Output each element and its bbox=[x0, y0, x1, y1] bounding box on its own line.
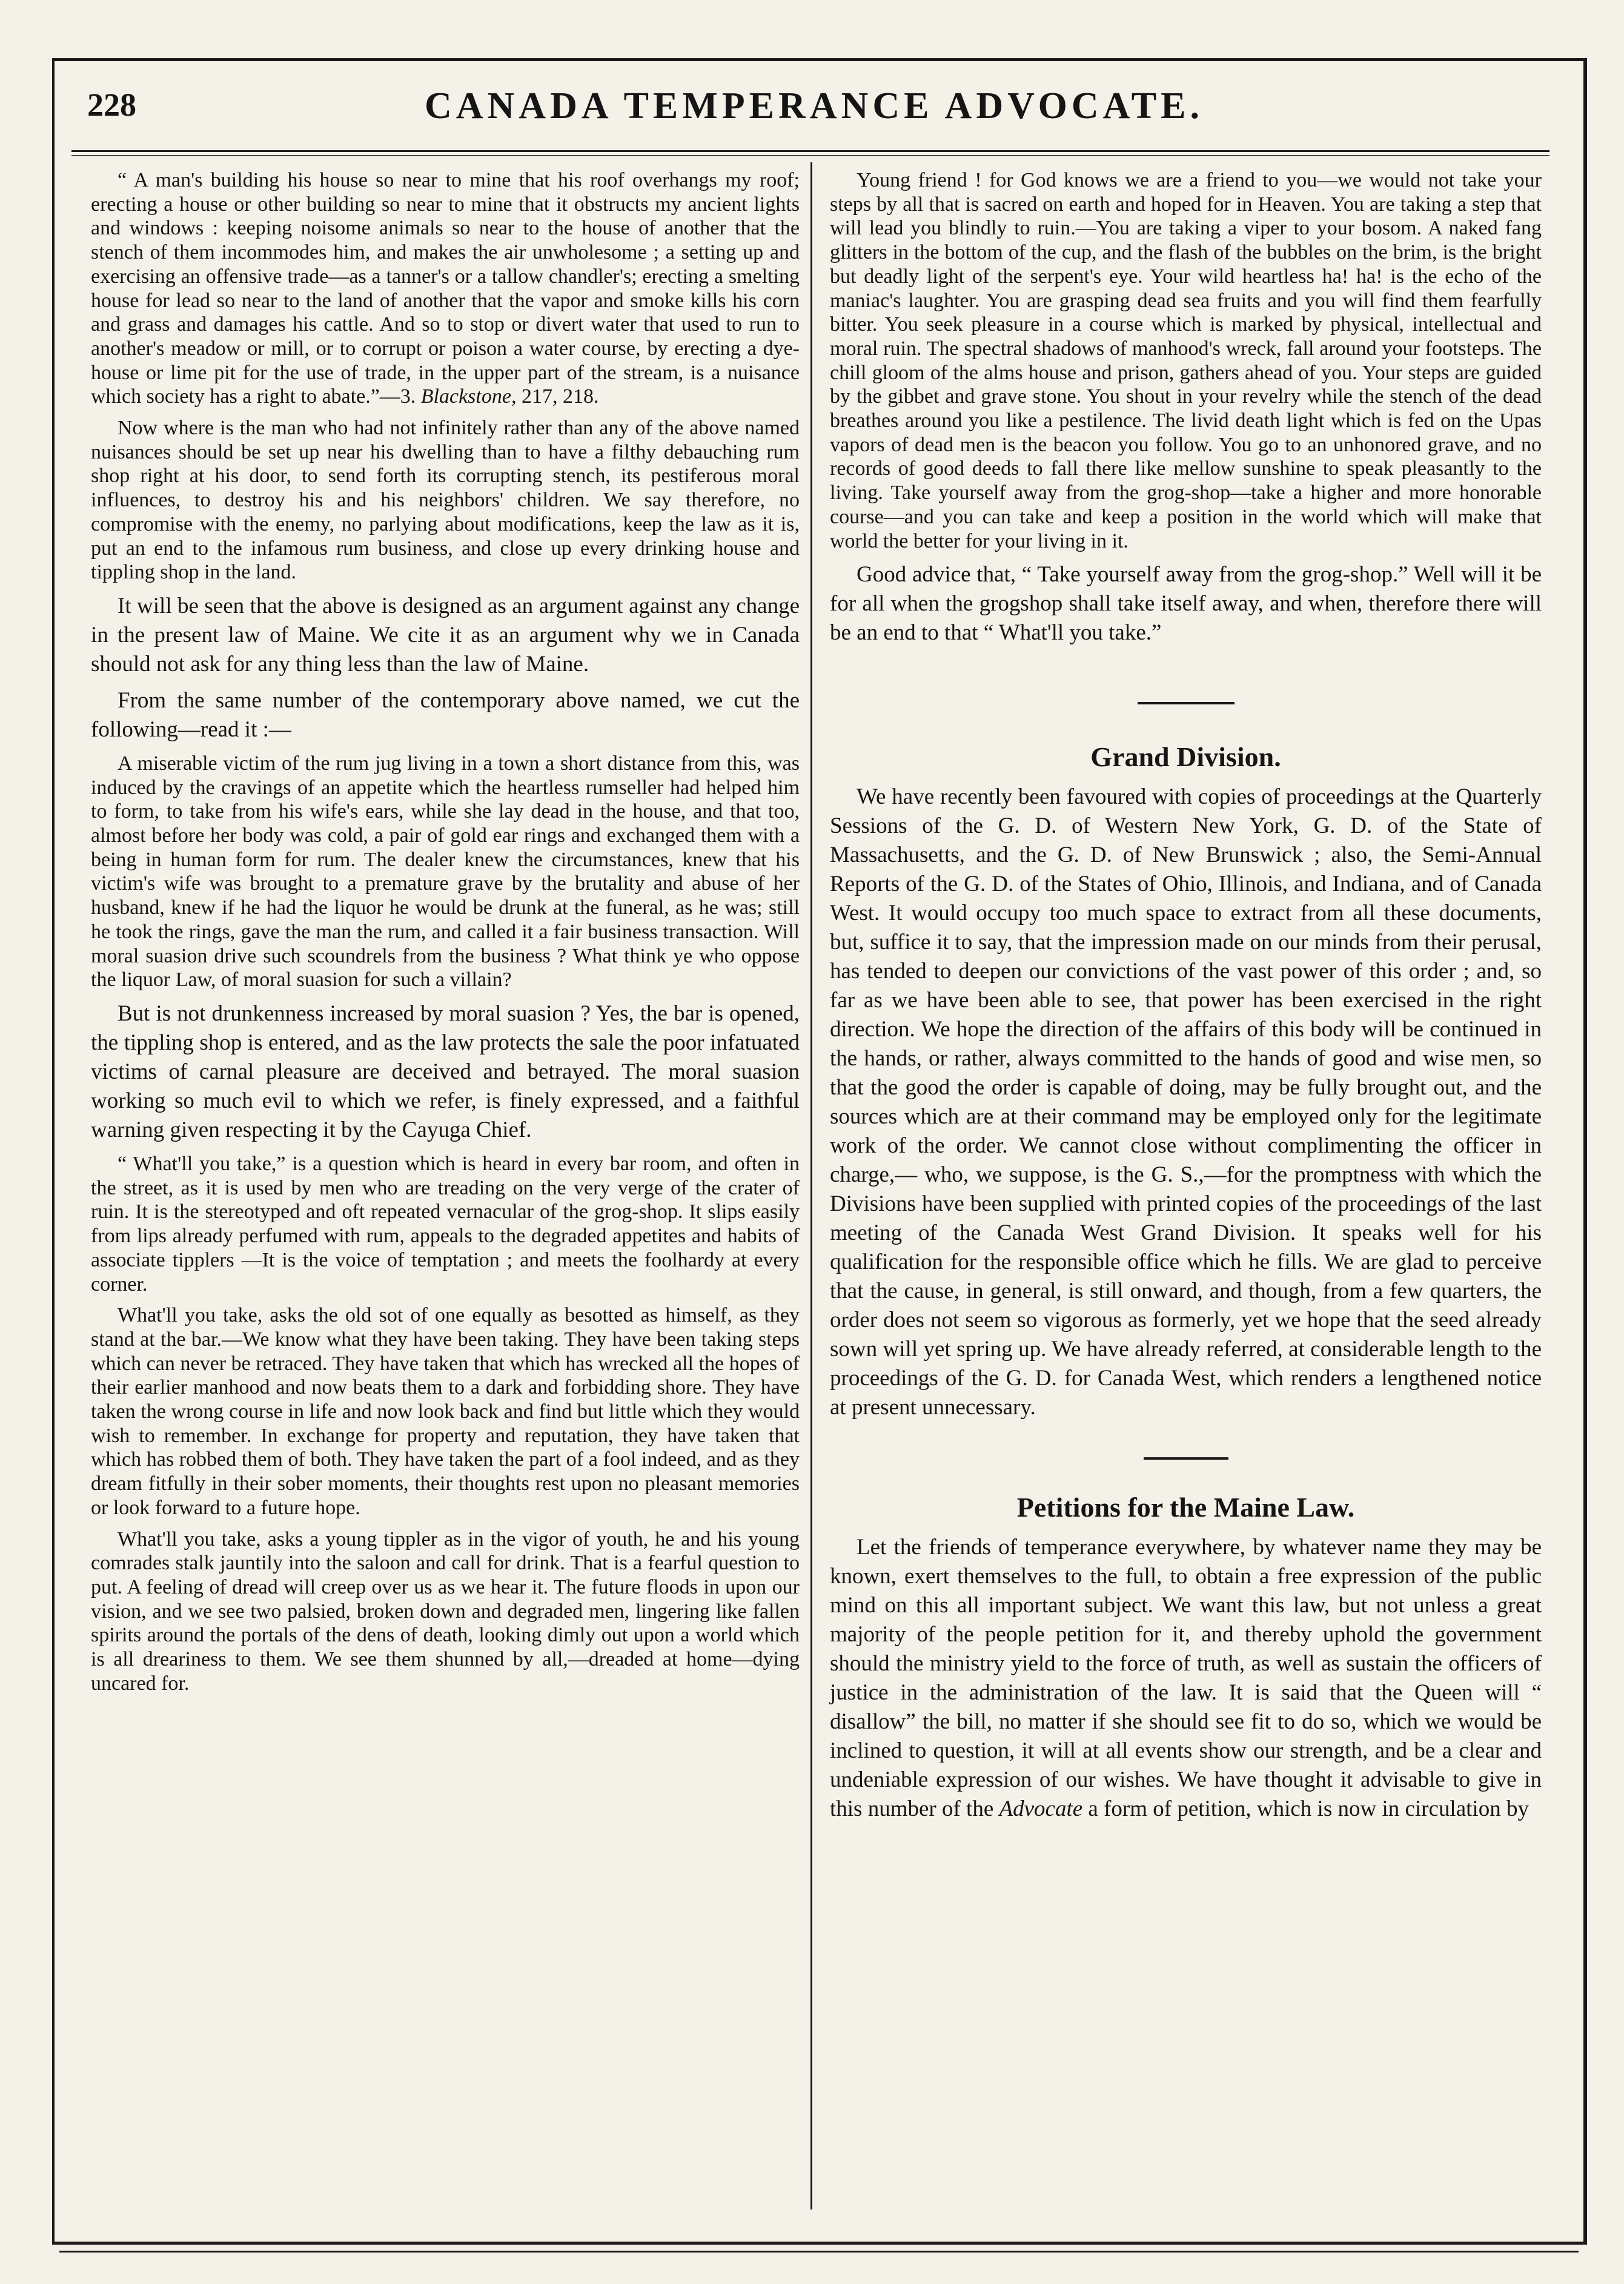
article-paragraph: Now where is the man who had not infinitely rather than any of the above named nuisances should be set up near his dwelling than to have a filthy debauching rum shop right at his door, to send forth its corrupting stench, its pestiferous moral influences, to destroy his and his neighbors' children. We say therefore, no compromise with the enemy, no parlying about modifications, keep the law as it is, put an end to the infamous rum business, and close up every drinking house and tippling shop in the land. bbox=[91, 417, 800, 584]
section-rule bbox=[1144, 1457, 1228, 1460]
article-paragraph: “ What'll you take,” is a question which is heard in every bar room, and often in the street, as it is used by men who are treading on the very verge of the crater of ruin. It is the stereotyped and oft repeated vernacular of the grog-shop. It slips easily from lips already perfumed with rum, appeals to the degraded appetites and habits of associate tipplers —It is the voice of temptation ; and meets the foolhardy at every corner. bbox=[91, 1152, 800, 1296]
quotation-text: “ A man's building his house so near to mine that his roof overhangs my roof; erecting a house or other building so near to mine that it obstructs my ancient lights and windows : keeping noisome animals so near to the house of another that the stench of them incommodes him, and makes the air unwholesome ; a setting up and exercising an offensive trade—as a tanner's or a tallow chandler's; erecting a smelting house for lead so near to the land of another that the vapor and smoke kills his corn and grass and damages his cattle. And so to stop or divert water that used to run to another's meadow or mill, or to corrupt or poison a water course, by erecting a dye-house or lime pit for the use of trade, in the upper part of the stream, is a nuisance which society has a right to abate.”—3. bbox=[91, 169, 800, 408]
citation-source: Blackstone, bbox=[420, 385, 517, 408]
article-paragraph: What'll you take, asks a young tippler as in the vigor of youth, he and his young comrades stalk jauntily into the saloon and call for drink. That is a fearful question to put. A feeling of dread will creep over us as we hear it. The future floods in upon our vision, and we see two palsied, broken down and degraded men, lingering like fallen spirits around the portals of the dens of death, looking dimly out upon a world which is all dreariness to them. We see them shunned by all,—dreaded at home—dying uncared for. bbox=[91, 1528, 800, 1695]
right-column bbox=[830, 168, 1542, 1831]
article-paragraph: A miserable victim of the rum jug living in a town a short distance from this, was induced by the cravings of an appetite which the heartless rumseller had helped him to form, to take from his wife's ears, while she lay dead in the house, and that too, almost before her body was cold, a pair of gold ear rings and exchanged them with a being in human form for rum. The dealer knew the circumstances, knew that his victim's wife was brought to a premature grave by the brutality and abuse of her husband, knew if he had the liquor he would be drunk at the funeral, as he was; still he took the rings, gave the man the rum, and called it a fair business transaction. Will moral suasion drive such scoundrels from the business ? What think ye who oppose the liquor Law, of moral suasion for such a villain? bbox=[91, 752, 800, 991]
left-column bbox=[91, 168, 800, 1703]
section-heading-grand-division: Grand Division. bbox=[1090, 741, 1281, 773]
header-rule bbox=[71, 150, 1549, 152]
section-rule bbox=[1138, 702, 1235, 704]
article-paragraph: But is not drunkenness increased by moral suasion ? Yes, the bar is opened, the tippling shop is entered, and as the law protects the sale the poor infatuated victims of carnal pleasure are deceived and betrayed. The moral suasion working so much evil to which we refer, is finely expressed, and a faithful warning given respecting it by the Cayuga Chief. bbox=[91, 1001, 800, 1142]
header-rule-thin bbox=[71, 155, 1549, 156]
article-paragraph: Young friend ! for God knows we are a friend to you—we would not take your steps by all that is sacred on earth and hoped for in Heaven. You are taking a step that will lead you blindly to ruin.—You are taking a viper to your bosom. A naked fang glitters in the bottom of the cup, and the flash of the bubbles on the brim, is the bright but deadly light of the serpent's eye. Your wild heartless ha! ha! is the echo of the maniac's laughter. You are grasping dead sea fruits and you will find them fearfully bitter. You seek pleasure in a course which is marked by physical, intellectual and moral ruin. The spectral shadows of manhood's wreck, fall around your footsteps. The chill gloom of the alms house and prison, gathers ahead of you. Your steps are guided by the gibbet and grave stone. You shout in your revelry while the stench of the dead breathes around you like a pestilence. The livid death light which is fed on the Upas vapors of dead men is the beacon you follow. You go to an unhonored grave, and no records of good deeds to fall there like mellow sunshine to speak pleasantly to the living. Take yourself away from the grog-shop—take a higher and more honorable course—and you can take and keep a position in the world which will make that world the better for your living in it. bbox=[830, 169, 1542, 552]
article-paragraph: What'll you take, asks the old sot of one equally as besotted as himself, as they stand at the bar.—We know what they have been taking. They have been taking steps which can never be retraced. They have taken that which has wrecked all the hopes of their earlier manhood and now beats them to a dark and forbidding shore. They have taken the wrong course in life and now look back and find but little which they would wish to remember. In exchange for property and reputation, they have taken that which has robbed them of both. They have taken the part of a fool indeed, and as they dream fitfully in their sober moments, their thoughts rest upon no pleasant memories or look forward to a future hope. bbox=[91, 1304, 800, 1519]
article-paragraph: We have recently been favoured with copies of proceedings at the Quarterly Sessions of the G. D. of Western New York, G. D. of the State of Massachusetts, and the G. D. of New Brunswick ; also, the Semi-Annual Reports of the G. D. of the States of Ohio, Illinois, and Indiana, and of Canada West. It would occupy too much space to extract from all these documents, but, suffice it to say, that the impression made on our minds from their perusal, has tended to deepen our convictions of the vast power of this order ; and, so far as we have been able to see, that power has been exercised in the right direction. We hope the direction of the affairs of this body will be continued in the hands, or rather, always committed to the hands of good and wise men, so that the good the order is capable of doing, may be fully brought out, and the sources which are at their command may be employed only for the legitimate work of the order. We cannot close without complimenting the officer in charge,— who, we suppose, is the G. S.,—for the promptness with which the Divisions have been supplied with printed copies of the proceedings of the last meeting of the Canada West Grand Division. It speaks well for his qualification for the responsible office which he fills. We are glad to perceive that the cause, in general, is still onward, and though, from a few quarters, the order does not seem so vigorous as formerly, yet we hope that the seed already sown will yet spring up. We have already referred, at considerable length to the proceedings of the G. D. for Canada West, which renders a lengthened notice at present unnecessary. bbox=[830, 784, 1542, 1420]
page-number: 228 bbox=[87, 87, 136, 123]
article-paragraph bbox=[830, 1533, 1542, 1824]
masthead-title: CANADA TEMPERANCE ADVOCATE. bbox=[424, 85, 1204, 127]
article-paragraph: From the same number of the contemporary above named, we cut the following—read it :— bbox=[91, 687, 800, 742]
article-paragraph: It will be seen that the above is designed as an argument against any change in the present law of Maine. We cite it as an argument why we in Canada should not ask for any thing less than the law of Maine. bbox=[91, 593, 800, 677]
petition-text: Let the friends of temperance everywhere, by whatever name they may be known, exert themselves to the full, to obtain a free expression of the public mind on this all important subject. We want this law, but not unless a great majority of the people petition for it, and thereby uphold the government should the ministry yield to the force of truth, as well as sustain the officers of justice in the administration of the law. It is said that the Queen will “ disallow” the bill, no matter if she should see fit to do so, which we would be inclined to question, it will at all events show our strength, and be a clear and undeniable expression of our wishes. We have thought it advisable to give in this number of the bbox=[830, 1535, 1542, 1822]
citation-pages: 217, 218. bbox=[521, 385, 599, 408]
column-divider bbox=[810, 162, 812, 2210]
page-header bbox=[81, 82, 1547, 149]
petition-tail: a form of petition, which is now in circulation by bbox=[1088, 1796, 1529, 1822]
advocate-title: Advocate bbox=[999, 1796, 1083, 1822]
quotation-paragraph bbox=[91, 168, 800, 409]
section-heading-petitions: Petitions for the Maine Law. bbox=[1016, 1492, 1355, 1523]
article-paragraph: Good advice that, “ Take yourself away from the grog-shop.” Well will it be for all when the grogshop shall take itself away, and when, therefore there will be an end to that “ What'll you take.” bbox=[830, 562, 1542, 646]
